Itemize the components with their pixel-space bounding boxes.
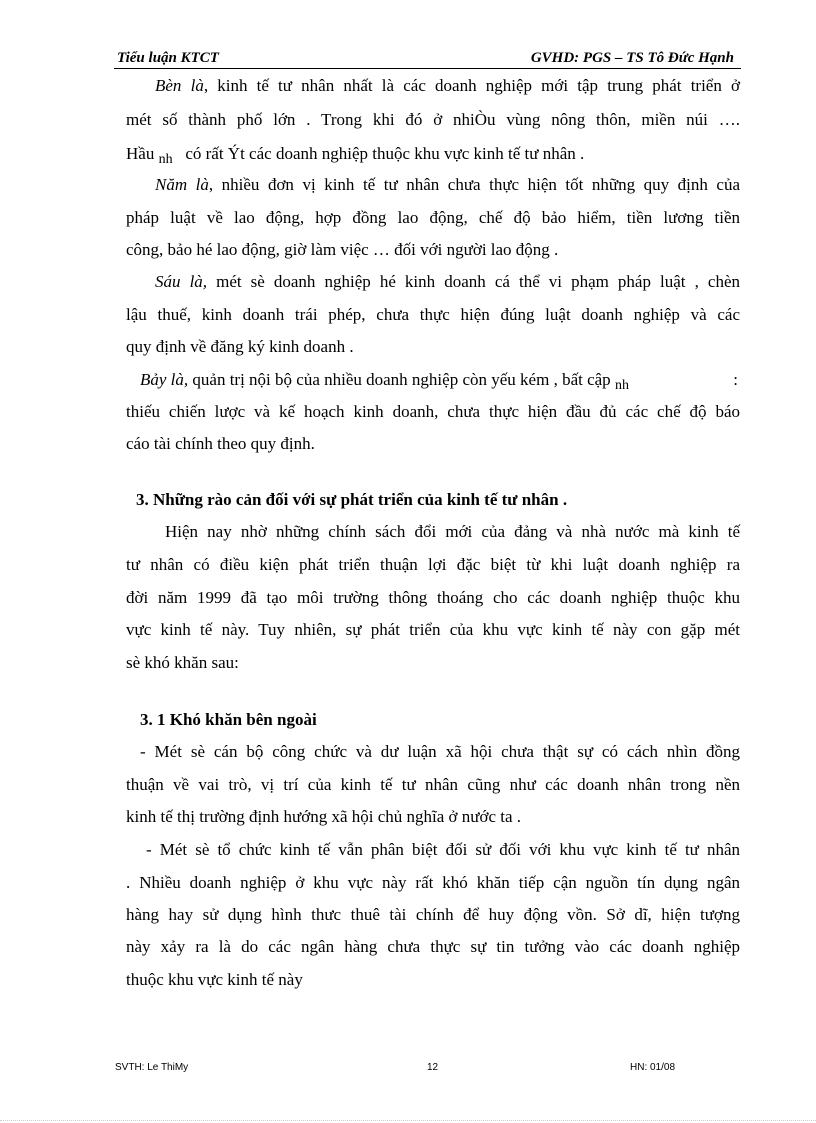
section31-bullet1-line3: kinh tế thị trường định hướng xã hội chủ nghĩa ở nước ta . (126, 807, 522, 826)
header-advisor: GVHD: PGS – TS Tô Đức Hạnh (530, 50, 734, 66)
para4-line2: thiếu chiến lược và kế hoạch kinh doanh, chưa thực hiện đầu đủ các chế độ báo (126, 402, 740, 421)
section3-line1: Hiện nay nhờ những chính sách đổi mới của đảng và nhà nước mà kinh tế (165, 522, 740, 541)
section3-line5: sè khó khăn sau: (126, 653, 239, 672)
section3-line2: tư nhân có điều kiện phát triển thuận lợi đặc biệt từ khi luật doanh nghiệp ra (126, 555, 740, 574)
para3-line1: Sáu là, mét sè doanh nghiệp hé kinh doanh cá thể vi phạm pháp luật , chèn (155, 272, 740, 291)
para1-line2: mét số thành phố lớn . Trong khi đó ở nhiÒu vùng nông thôn, miền núi …. (126, 110, 740, 129)
section3-line3: đời năm 1999 đã tạo môi trường thông thoáng cho các doanh nghiệp thuộc khu (126, 588, 740, 607)
para4-line3: cáo tài chính theo quy định. (126, 434, 315, 453)
section31-bullet2-line4: này xảy ra là do các ngân hàng chưa thực sự tin tưởng vào các doanh nghiệp (126, 937, 740, 956)
section3-heading: 3. Những rào cản đối với sự phát triển của kinh tế tư nhân . (136, 490, 568, 509)
page-bottom-border (0, 1120, 816, 1121)
para1-line3: Hầu $_{nh}$ có rất Ýt các doanh nghiệp thuộc khu vực kinh tế tư nhân . (126, 144, 585, 167)
section31-bullet1-line2: thuận về vai trò, vị trí của kinh tế tư nhân cũng như các doanh nhân trong nền (126, 775, 740, 794)
section31-bullet2-line5: thuộc khu vực kinh tế này (126, 970, 303, 989)
header-course-title: Tiểu luận KTCT (117, 50, 219, 66)
section3-line4: vực kinh tế này. Tuy nhiên, sự phát triển của khu vực kinh tế này con gặp mét (126, 620, 740, 639)
para3-line3: quy định về đăng ký kinh doanh . (126, 337, 354, 356)
para2-line1: Năm là, nhiều đơn vị kinh tế tư nhân chưa thực hiện tốt những quy định của (155, 175, 740, 194)
footer-date: HN: 01/08 (630, 1062, 676, 1073)
para2-line3: công, bảo hé lao động, giờ làm việc … đối với người lao động . (126, 240, 559, 259)
footer-page-number: 12 (427, 1062, 439, 1073)
section31-heading: 3. 1 Khó khăn bên ngoài (140, 710, 317, 729)
footer-student: SVTH: Le ThiMy (115, 1062, 189, 1073)
section31-bullet1-line1: - Mét sè cán bộ công chức và dư luận xã hội chưa thật sự có cách nhìn đồng (140, 742, 740, 761)
para4-line1: Bảy là, quản trị nội bộ của nhiều doanh nghiệp còn yếu kém , bất cập $_{nh}$ : (140, 370, 738, 393)
para3-line2: lậu thuế, kinh doanh trái phép, chưa thực hiện đúng luật doanh nghiệp và các (126, 305, 740, 324)
section31-bullet2-line2: . Nhiều doanh nghiệp ở khu vực này rất khó khăn tiếp cận nguồn tín dụng ngân (126, 873, 740, 892)
para1-line1: Bèn là, kinh tế tư nhân nhất là các doanh nghiệp mới tập trung phát triển ở (155, 76, 741, 95)
header-rule (114, 68, 741, 69)
section31-bullet2-line3: hàng hay sử dụng hình thưc thuê tài chính để huy động vồn. Sở dĩ, hiện tượng (126, 905, 740, 924)
section31-bullet2-line1: - Mét sè tổ chức kinh tế vẫn phân biệt đối sử đối với khu vực kinh tế tư nhân (146, 840, 740, 859)
para2-line2: pháp luật về lao động, hợp đồng lao động, chế độ bảo hiểm, tiền lương tiền (126, 208, 740, 227)
